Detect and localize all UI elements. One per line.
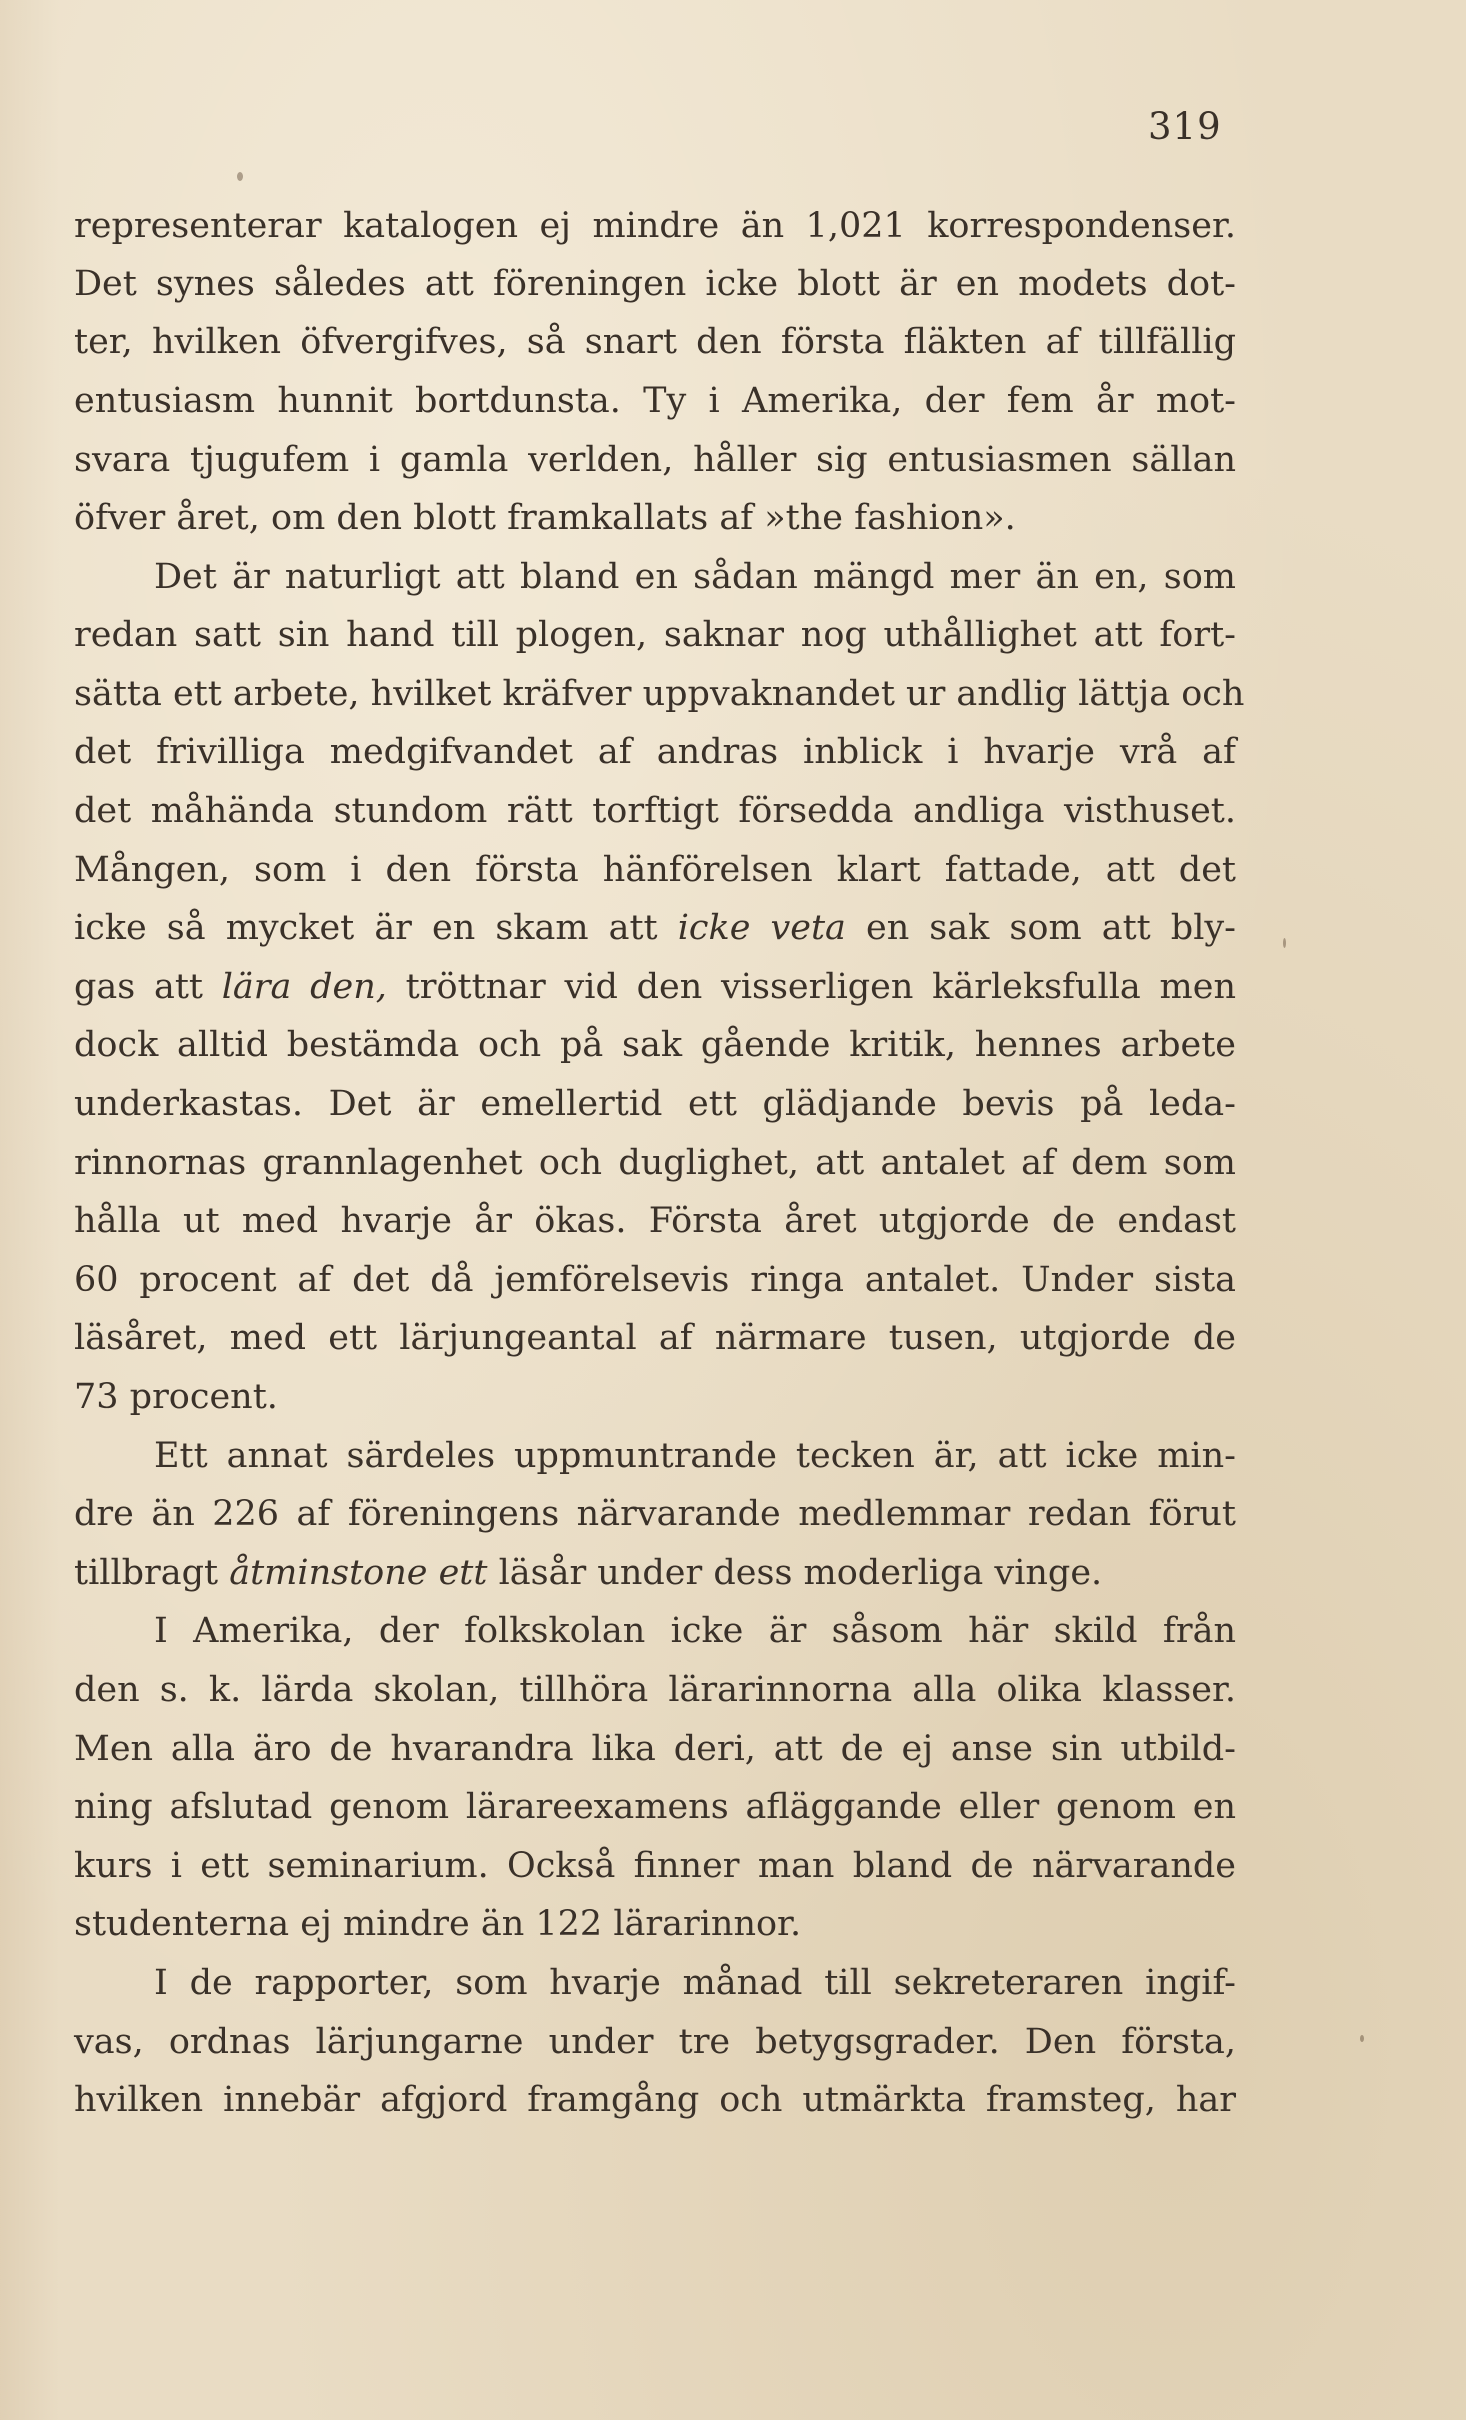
- text-line: det frivilliga medgifvandet af andras inblick i hvarje vrå af: [74, 732, 1236, 772]
- text-span: gas att: [74, 967, 222, 1007]
- italic-phrase: lära den,: [221, 967, 387, 1007]
- italic-phrase: icke veta: [677, 908, 846, 948]
- text-line: det måhända stundom rätt torftigt försedda andliga visthuset.: [74, 791, 1236, 831]
- text-line: den s. k. lärda skolan, tillhöra lärarinnorna alla olika klasser.: [74, 1670, 1236, 1710]
- text-line: dre än 226 af föreningens närvarande medlemmar redan förut: [74, 1494, 1236, 1534]
- text-line: läsåret, med ett lärjungeantal af närmare tusen, utgjorde de: [74, 1318, 1236, 1358]
- page-number: 319: [1148, 105, 1222, 148]
- text-line: Men alla äro de hvarandra lika deri, att de ej anse sin utbild-: [74, 1729, 1236, 1769]
- text-span: läsår under dess moderliga vinge.: [487, 1553, 1103, 1593]
- text-line: entusiasm hunnit bortdunsta. Ty i Amerika, der fem år mot-: [74, 381, 1236, 421]
- text-line: dock alltid bestämda och på sak gående kritik, hennes arbete: [74, 1025, 1236, 1065]
- paper-speck: [1360, 2035, 1364, 2042]
- text-line: Ett annat särdeles uppmuntrande tecken är, att icke min-: [154, 1436, 1236, 1476]
- text-line: representerar katalogen ej mindre än 1,021 korrespondenser.: [74, 206, 1236, 246]
- text-line: ter, hvilken öfvergifves, så snart den första fläkten af tillfällig: [74, 322, 1236, 362]
- text-line: 73 procent.: [74, 1377, 278, 1417]
- italic-phrase: åtminstone ett: [229, 1553, 488, 1593]
- text-line: hålla ut med hvarje år ökas. Första året utgjorde de endast: [74, 1201, 1236, 1241]
- text-line: studenterna ej mindre än 122 lärarinnor.: [74, 1904, 802, 1944]
- text-line: rinnornas grannlagenhet och duglighet, att antalet af dem som: [74, 1143, 1236, 1183]
- paper-speck: [1283, 938, 1286, 948]
- text-line: I Amerika, der folkskolan icke är såsom här skild från: [154, 1611, 1236, 1651]
- text-line: hvilken innebär afgjord framgång och utmärkta framsteg, har: [74, 2080, 1236, 2120]
- text-line: öfver året, om den blott framkallats af »the fashion».: [74, 498, 1016, 538]
- text-line: redan satt sin hand till plogen, saknar nog uthållighet att fort-: [74, 615, 1236, 655]
- text-line: kurs i ett seminarium. Också finner man bland de närvarande: [74, 1846, 1236, 1886]
- text-line: [74, 1551, 1236, 1595]
- text-span: icke så mycket är en skam att: [74, 908, 678, 948]
- text-line: Det är naturligt att bland en sådan mängd mer än en, som: [154, 557, 1236, 597]
- paper-speck: [237, 172, 243, 181]
- text-line: Mången, som i den första hänförelsen klart fattade, att det: [74, 850, 1236, 890]
- text-span: tröttnar vid den visserligen kärleksfulla men: [386, 967, 1236, 1007]
- text-span: en sak som att bly-: [845, 908, 1236, 948]
- text-line: Det synes således att föreningen icke blott är en modets dot-: [74, 264, 1236, 304]
- text-line: sätta ett arbete, hvilket kräfver uppvaknandet ur andlig lättja och: [74, 674, 1245, 714]
- text-line: ning afslutad genom lärareexamens afläggande eller genom en: [74, 1787, 1236, 1827]
- text-line: underkastas. Det är emellertid ett glädjande bevis på leda-: [74, 1084, 1236, 1124]
- text-line: [74, 965, 1236, 1009]
- text-line: svara tjugufem i gamla verlden, håller sig entusiasmen sällan: [74, 440, 1236, 480]
- text-line: 60 procent af det då jemförelsevis ringa antalet. Under sista: [74, 1260, 1236, 1300]
- text-line: [74, 906, 1236, 950]
- text-line: vas, ordnas lärjungarne under tre betygsgrader. Den första,: [74, 2022, 1236, 2062]
- text-line: I de rapporter, som hvarje månad till sekreteraren ingif-: [154, 1963, 1236, 2003]
- text-span: tillbragt: [74, 1553, 230, 1593]
